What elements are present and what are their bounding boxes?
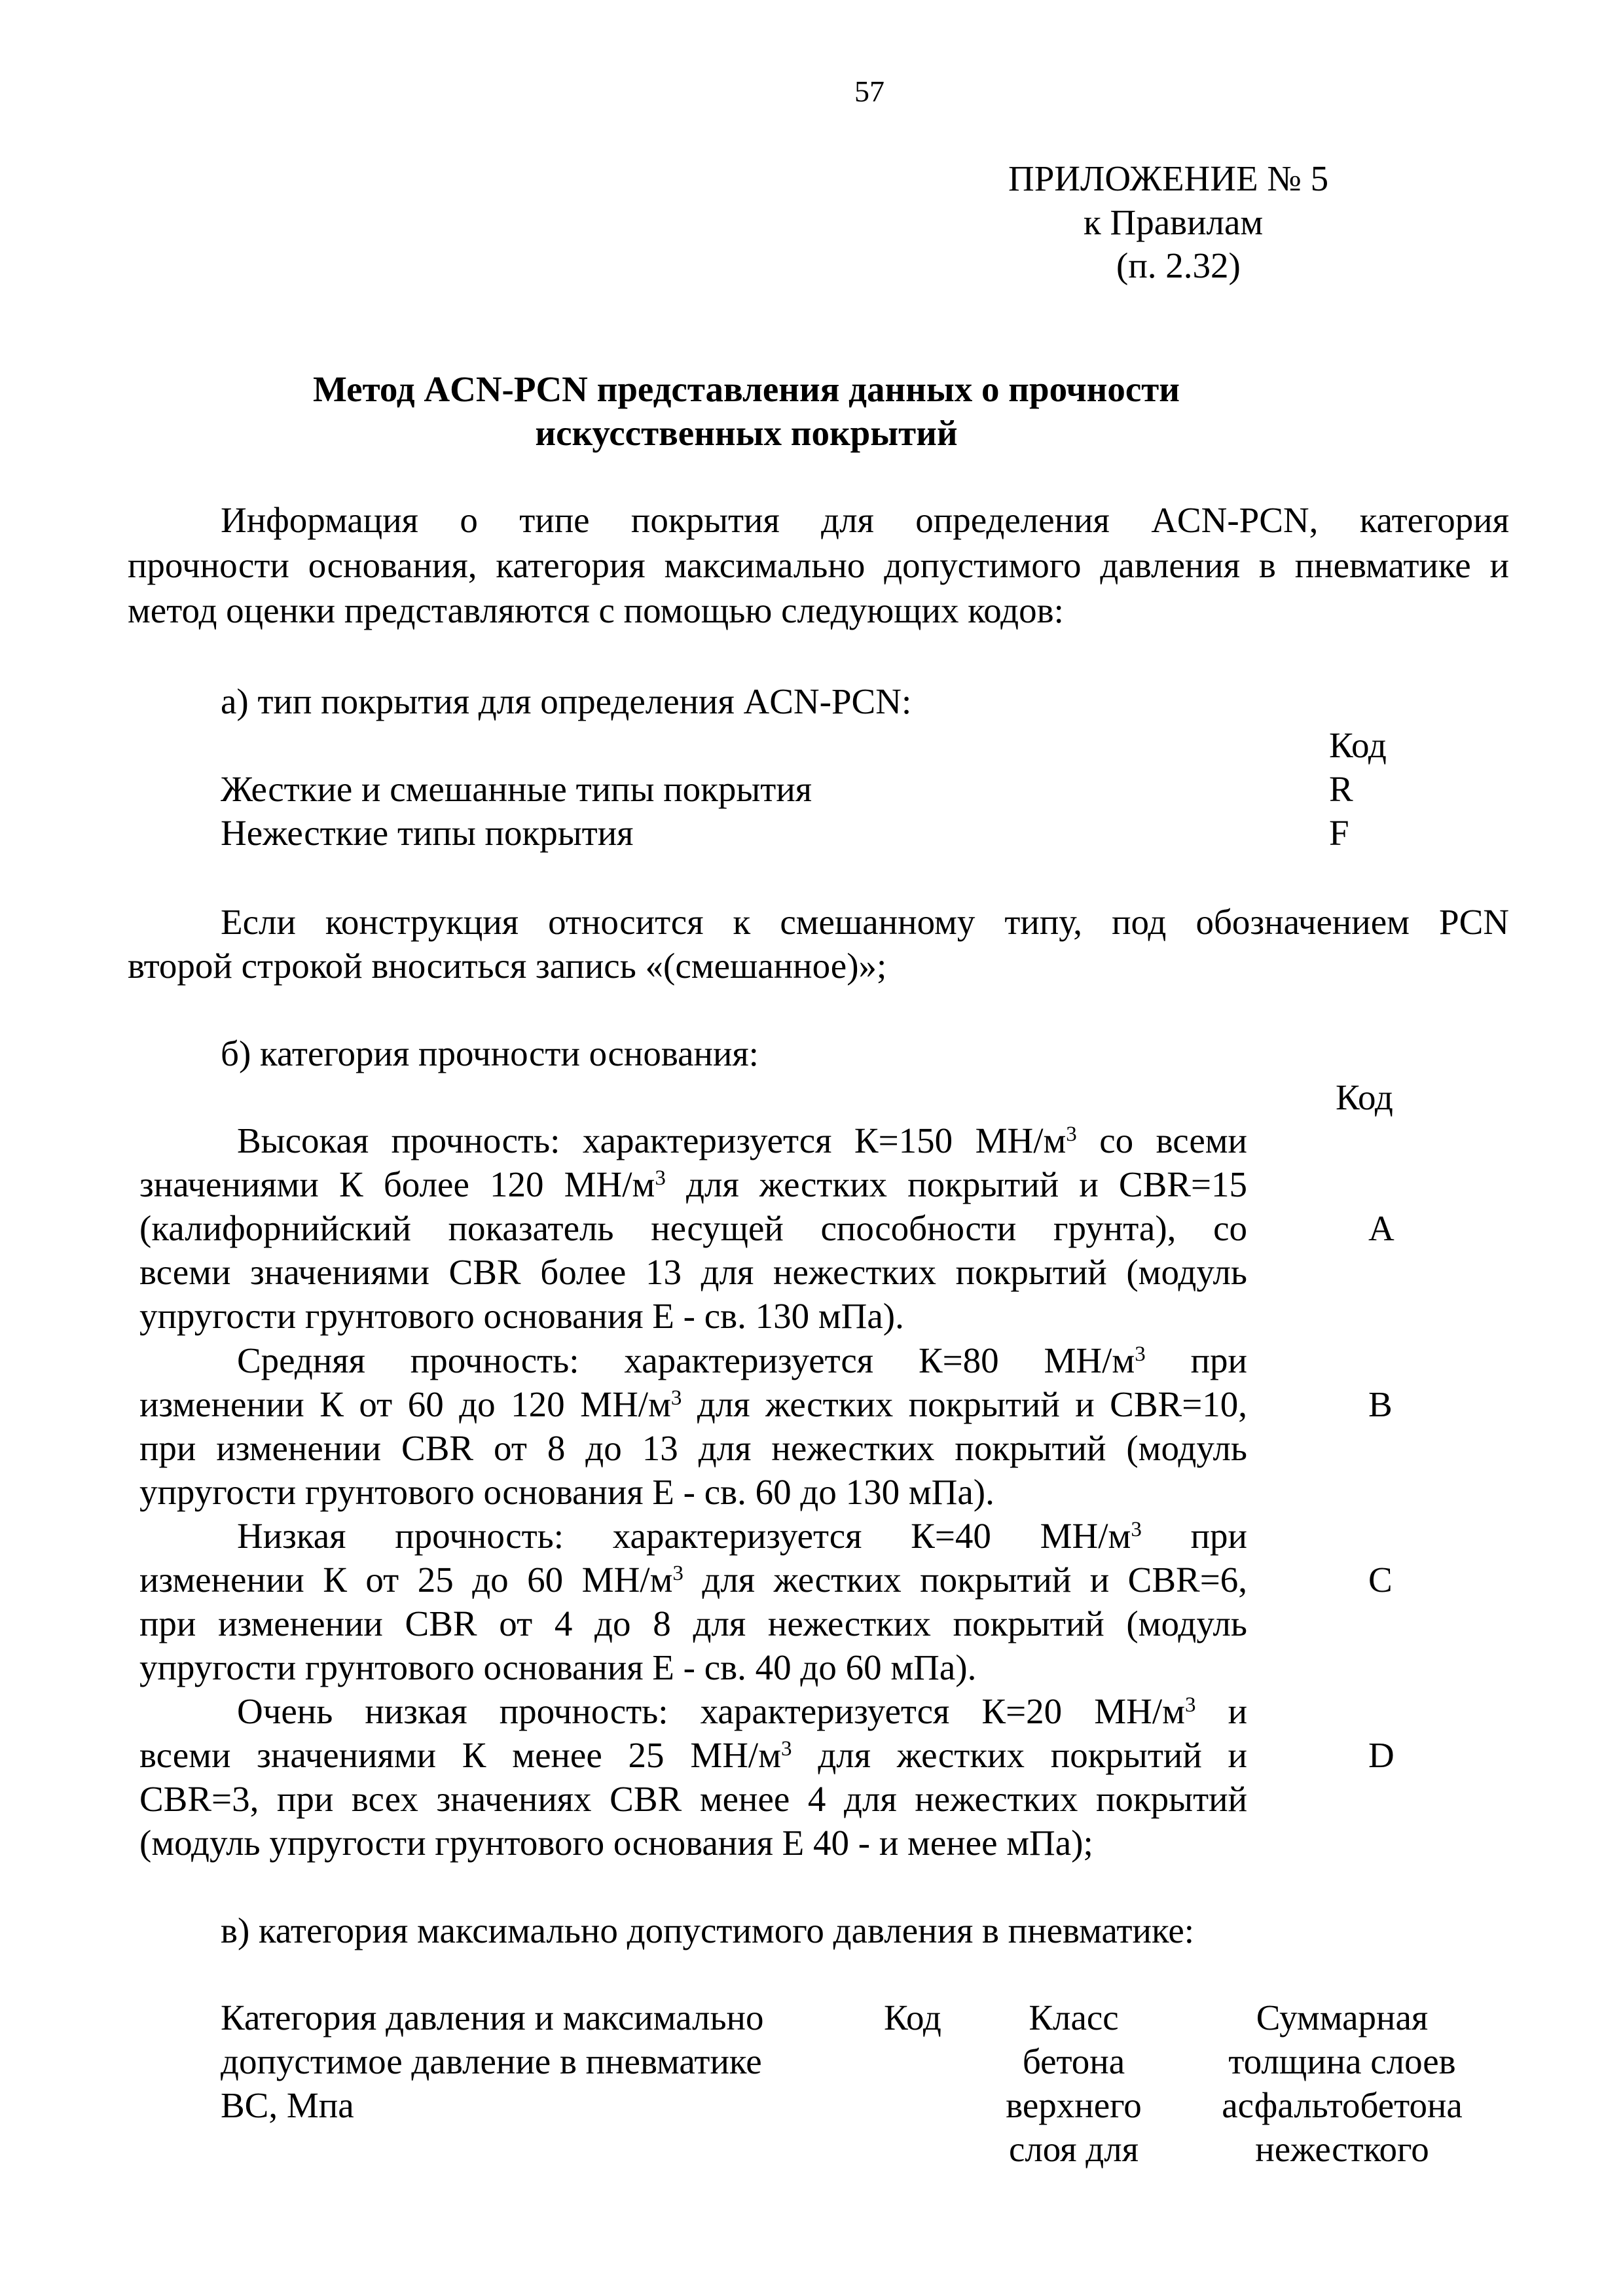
category-d-code: D — [1368, 1735, 1395, 1775]
section-b-code-header: Код — [1336, 1077, 1393, 1117]
category-a-line-2: значениями К более 120 $МН/м^3$ для жестких покрытий и CBR=15 — [139, 1164, 1248, 1204]
section-c-col-concrete: бетона — [1022, 2041, 1125, 2081]
category-b-code: B — [1368, 1384, 1393, 1424]
category-c-code: C — [1368, 1560, 1393, 1600]
page-number: 57 — [854, 75, 884, 108]
category-d-line-2: всеми значениями К менее 25 $МН/м^3$ для жестких покрытий и — [139, 1735, 1247, 1775]
section-c-col-concrete: верхнего — [1006, 2085, 1142, 2125]
appendix-to-rules: к Правилам — [1084, 202, 1264, 242]
appendix-clause: (п. 2.32) — [1116, 245, 1241, 285]
category-a-line-4: всеми значениями CBR более 13 для нежестких покрытий (модуль — [139, 1252, 1247, 1292]
section-c-col-concrete: Класс — [1029, 1998, 1119, 2037]
intro-line-3: метод оценки представляются с помощью следующих кодов: — [128, 590, 1064, 630]
category-a-line-3: (калифорнийский показатель несущей способности грунта), со — [139, 1208, 1247, 1248]
appendix-title: ПРИЛОЖЕНИЕ № 5 — [1008, 158, 1329, 198]
category-b-line-4: упругости грунтового основания E - св. 60 до 130 мПа). — [139, 1472, 994, 1512]
section-b-title: б) категория прочности основания: — [221, 1033, 759, 1073]
category-b-line-2: изменении К от 60 до 120 $МН/м^3$ для жестких покрытий и CBR=10, — [139, 1384, 1247, 1424]
category-c-line-4: упругости грунтового основания E - св. 40 до 60 мПа). — [139, 1647, 977, 1687]
category-d-line-4: (модуль упругости грунтового основания E 40 - и менее мПа); — [139, 1823, 1093, 1863]
section-c-col-concrete: слоя для — [1008, 2129, 1139, 2169]
section-a-row-label: Нежесткие типы покрытия — [221, 813, 634, 853]
section-c-col-asphalt: толщина слоев — [1228, 2041, 1456, 2081]
section-c-col-code: Код — [884, 1998, 941, 2037]
section-c-col-category: допустимое давление в пневматике — [221, 2041, 762, 2081]
intro-line-1: Информация о типе покрытия для определения ACN-PCN, категория — [221, 500, 1509, 540]
heading-line-1: Метод ACN-PCN представления данных о прочности — [313, 369, 1180, 409]
category-a-code: A — [1368, 1208, 1395, 1248]
section-a-note-line-1: Если конструкция относится к смешанному типу, под обозначением PCN — [221, 902, 1509, 942]
section-c-col-asphalt: нежесткого — [1255, 2129, 1429, 2169]
heading-line-2: искусственных покрытий — [535, 413, 958, 453]
category-a-line-5: упругости грунтового основания E - св. 130 мПа). — [139, 1296, 904, 1336]
category-c-line-1: Низкая прочность: характеризуется К=40 $МН/м^3$ при — [237, 1516, 1247, 1556]
section-a-row-label: Жесткие и смешанные типы покрытия — [221, 769, 812, 809]
section-c-col-asphalt: асфальтобетона — [1222, 2085, 1463, 2125]
section-c-col-category: ВС, Мпа — [221, 2085, 354, 2125]
category-b-line-3: при изменении CBR от 8 до 13 для нежестких покрытий (модуль — [139, 1428, 1247, 1468]
section-c-col-category: Категория давления и максимально — [221, 1998, 764, 2037]
section-c-col-asphalt: Суммарная — [1256, 1998, 1429, 2037]
intro-line-2: прочности основания, категория максимально допустимого давления в пневматике и — [128, 545, 1509, 585]
section-c-title: в) категория максимально допустимого давления в пневматике: — [221, 1910, 1195, 1950]
category-c-line-3: при изменении CBR от 4 до 8 для нежестких покрытий (модуль — [139, 1604, 1247, 1643]
category-d-line-3: CBR=3, при всех значениях CBR менее 4 для нежестких покрытий — [139, 1779, 1247, 1819]
section-a-title: а) тип покрытия для определения ACN-PCN: — [221, 681, 912, 721]
category-b-line-1: Средняя прочность: характеризуется К=80 $МН/м^3$ при — [237, 1340, 1247, 1380]
category-c-line-2: изменении К от 25 до 60 $МН/м^3$ для жестких покрытий и CBR=6, — [139, 1560, 1247, 1600]
section-a-row-code: R — [1329, 769, 1353, 809]
category-d-line-1: Очень низкая прочность: характеризуется К=20 $МН/м^3$ и — [237, 1691, 1248, 1731]
category-a-line-1: Высокая прочность: характеризуется К=150 $МН/м^3$ со всеми — [237, 1121, 1247, 1160]
section-a-row-code: F — [1329, 813, 1349, 853]
section-a-code-header: Код — [1329, 725, 1387, 765]
section-a-note-line-2: второй строкой вноситься запись «(смешанное)»; — [128, 946, 887, 986]
